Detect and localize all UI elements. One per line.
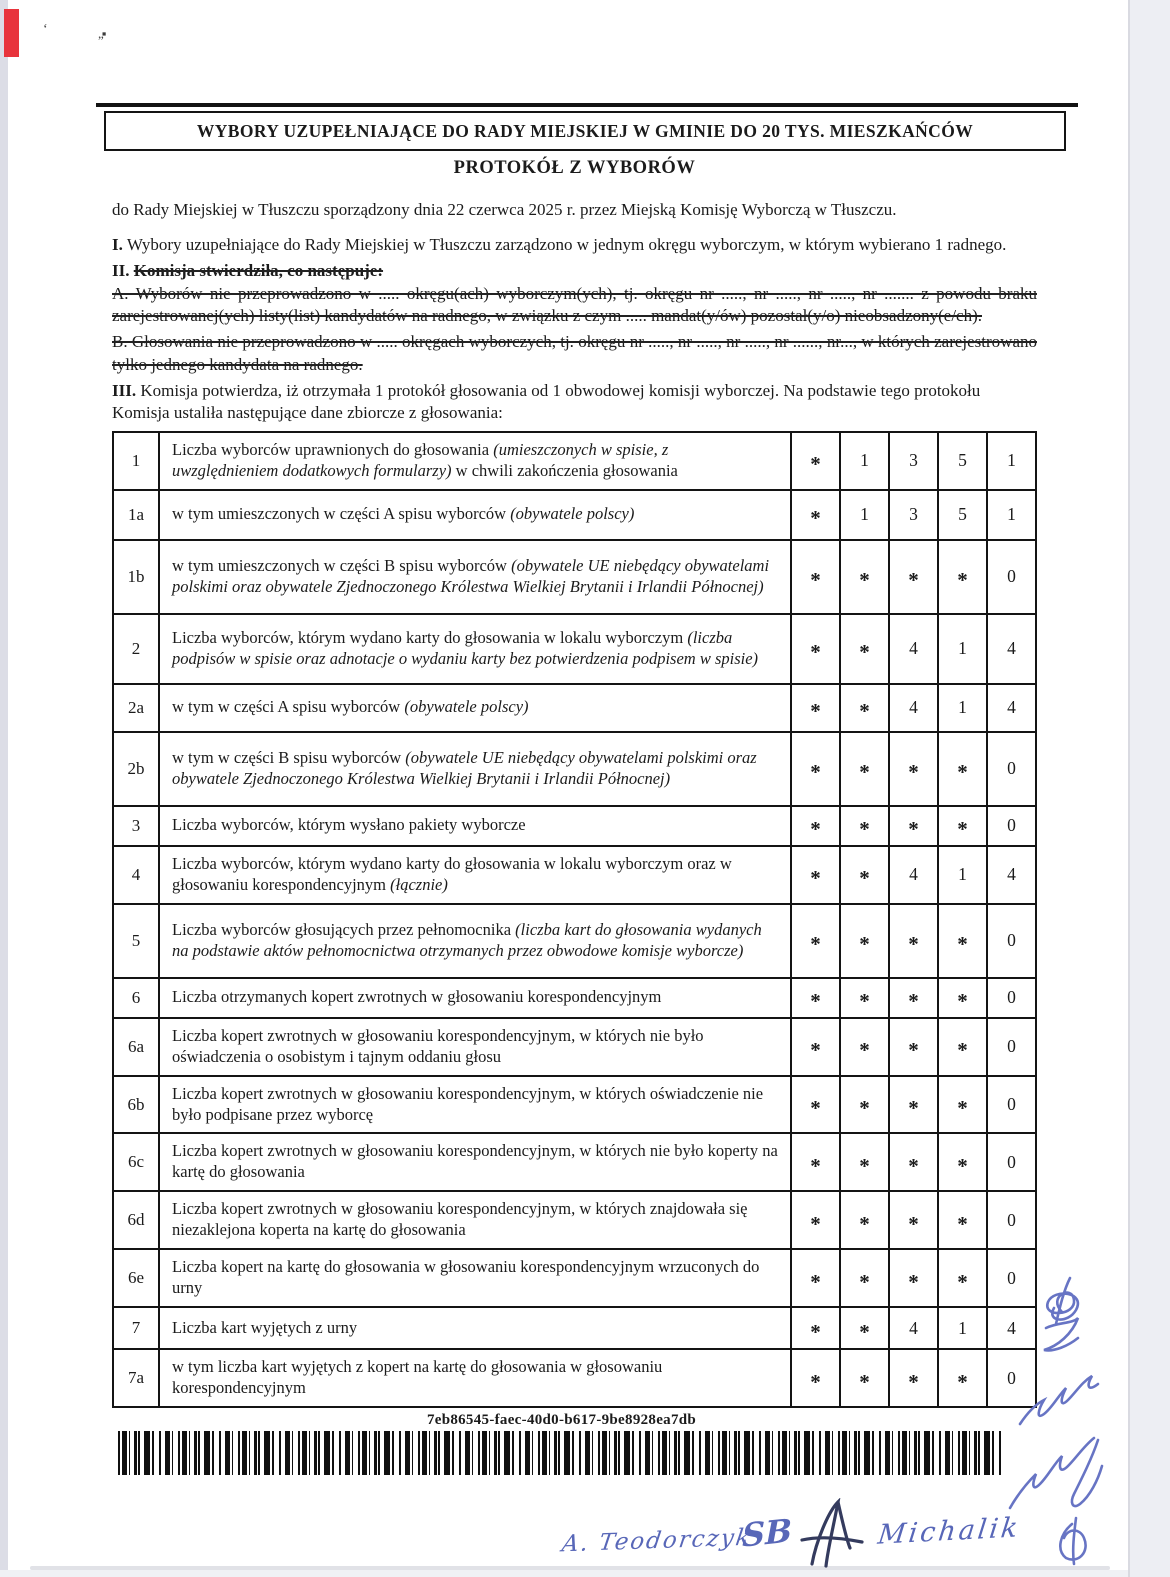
value-cell: * xyxy=(840,806,889,846)
row-description: Liczba kopert zwrotnych w głosowaniu korespondencyjnym, w których znajdowała się niezaklejona koperta na kartę do głosowania xyxy=(159,1191,791,1249)
barcode-caption: 7eb86545-faec-40d0-b617-9be8928ea7db xyxy=(426,1412,697,1429)
value-cell: * xyxy=(889,540,938,614)
value-cell: * xyxy=(791,978,840,1018)
value-cell: * xyxy=(840,1249,889,1307)
value-cell: * xyxy=(938,904,987,978)
document-title: PROTOKÓŁ Z WYBORÓW xyxy=(453,158,696,178)
handwritten-scribble-margin xyxy=(1002,1272,1142,1572)
scan-speck: „▪ xyxy=(98,26,105,41)
row-description: Liczba wyborców głosujących przez pełnomocnika (liczba kart do głosowania wydanych na podstawie aktów pełnomocnictwa otrzymanych przez obwodowe komisje wyborcze) xyxy=(159,904,791,978)
row-id: 7 xyxy=(113,1307,159,1349)
section-1-label: I. xyxy=(112,235,123,255)
section-2a-struck-text: A. Wyborów nie przeprowadzono w ..... okręgu(ach) wyborczym(ych), tj. okręgu nr ....., nr ....., nr ....., nr ....... z powodu braku zarejestrowanej(ych) listy(list) kandydatów na radnego, w związku z czym ..... mandat(y/ów) pozostał(y/o) nieobsadzony(e/ch). xyxy=(112,284,1037,326)
section-1-paragraph xyxy=(112,234,1037,256)
row-description: w tym liczba kart wyjętych z kopert na kartę do głosowania w głosowaniu korespondencyjnym xyxy=(159,1349,791,1407)
value-cell: 0 xyxy=(987,1018,1036,1076)
value-cell: * xyxy=(840,1191,889,1249)
value-cell: 1 xyxy=(938,684,987,732)
value-cell: * xyxy=(938,1133,987,1191)
value-cell: 0 xyxy=(987,978,1036,1018)
value-cell: * xyxy=(889,904,938,978)
value-cell: * xyxy=(791,1349,840,1407)
value-cell: * xyxy=(938,1349,987,1407)
value-cell: 4 xyxy=(889,684,938,732)
signature-2: SB xyxy=(742,1511,793,1555)
signature-3: Michalik xyxy=(876,1512,1023,1551)
table-row xyxy=(113,1307,1036,1349)
row-description: Liczba kart wyjętych z urny xyxy=(159,1307,791,1349)
value-cell: 5 xyxy=(938,432,987,490)
value-cell: 1 xyxy=(938,1307,987,1349)
section-2-label: II. xyxy=(112,261,130,281)
value-cell: 1 xyxy=(987,432,1036,490)
row-id: 1 xyxy=(113,432,159,490)
row-id: 4 xyxy=(113,846,159,904)
value-cell: * xyxy=(840,904,889,978)
value-cell: * xyxy=(791,732,840,806)
table-row xyxy=(113,540,1036,614)
red-corner-mark xyxy=(4,9,19,57)
scan-speck: ‘ xyxy=(43,22,48,37)
row-description: Liczba wyborców, którym wysłano pakiety wyborcze xyxy=(159,806,791,846)
table-row xyxy=(113,1076,1036,1134)
value-cell: * xyxy=(938,732,987,806)
row-description: w tym umieszczonych w części B spisu wyborców (obywatele UE niebędący obywatelami polskimi oraz obywatele Zjednoczonego Królestwa Wielkiej Brytanii i Irlandii Północnej) xyxy=(159,540,791,614)
value-cell: 1 xyxy=(987,490,1036,540)
value-cell: * xyxy=(938,540,987,614)
section-3-text: Komisja potwierdza, iż otrzymała 1 protokół głosowania od 1 obwodowej komisji wyborczej. Na podstawie tego protokołu Komisja ustaliła następujące dane zbiorcze z głosowania: xyxy=(112,380,981,422)
section-1-text: Wybory uzupełniające do Rady Miejskiej w Tłuszczu zarządzono w jednym okręgu wyborczym, w którym wybierano 1 radnego. xyxy=(122,235,1007,255)
value-cell: 0 xyxy=(987,732,1036,806)
value-cell: * xyxy=(938,1076,987,1134)
section-2-struck-text: Komisja stwierdziła, co następuje: xyxy=(133,261,384,281)
table-row xyxy=(113,904,1036,978)
intro-paragraph: do Rady Miejskiej w Tłuszczu sporządzony dnia 22 czerwca 2025 r. przez Miejską Komisję Wyborczą w Tłuszczu. xyxy=(112,200,897,219)
barcode xyxy=(118,1431,1005,1475)
value-cell: * xyxy=(889,1076,938,1134)
row-description: Liczba wyborców, którym wydano karty do głosowania w lokalu wyborczym (liczba podpisów w spisie oraz adnotacje o wydaniu karty bez potwierdzenia podpisem w spisie) xyxy=(159,614,791,684)
signature-1: A. Teodorczyk xyxy=(560,1524,754,1558)
value-cell: 1 xyxy=(840,432,889,490)
value-cell: * xyxy=(889,978,938,1018)
election-banner-box xyxy=(104,111,1066,151)
results-table xyxy=(112,431,1037,1408)
section-2b-paragraph xyxy=(112,331,1037,375)
row-description: w tym w części B spisu wyborców (obywatele UE niebędący obywatelami polskimi oraz obywatele Zjednoczonego Królestwa Wielkiej Brytanii i Irlandii Północnej) xyxy=(159,732,791,806)
value-cell: * xyxy=(840,540,889,614)
value-cell: * xyxy=(938,806,987,846)
row-description: Liczba kopert zwrotnych w głosowaniu korespondencyjnym, w których oświadczenie nie było podpisane przez wyborcę xyxy=(159,1076,791,1134)
value-cell: * xyxy=(889,1018,938,1076)
value-cell: 1 xyxy=(938,846,987,904)
value-cell: * xyxy=(791,806,840,846)
barcode-block xyxy=(118,1412,1005,1475)
value-cell: * xyxy=(840,1307,889,1349)
table-row xyxy=(113,432,1036,490)
table-row xyxy=(113,1349,1036,1407)
value-cell: * xyxy=(840,1018,889,1076)
section-3-paragraph xyxy=(112,380,1037,424)
section-2b-struck-text: B. Głosowania nie przeprowadzono w ..... okręgach wyborczych, tj. okręgu nr ....., nr ....., nr ....., nr ......, nr..., w których zarejestrowano tylko jednego kandydata na radnego. xyxy=(112,332,1037,374)
value-cell: 4 xyxy=(987,614,1036,684)
value-cell: * xyxy=(938,978,987,1018)
value-cell: 4 xyxy=(889,1307,938,1349)
value-cell: * xyxy=(889,732,938,806)
value-cell: * xyxy=(840,1349,889,1407)
value-cell: * xyxy=(889,806,938,846)
value-cell: * xyxy=(889,1349,938,1407)
row-description: Liczba kopert na kartę do głosowania w głosowaniu korespondencyjnym wrzuconych do urny xyxy=(159,1249,791,1307)
value-cell: 4 xyxy=(987,846,1036,904)
value-cell: * xyxy=(840,732,889,806)
value-cell: 4 xyxy=(889,846,938,904)
value-cell: * xyxy=(840,614,889,684)
row-id: 6b xyxy=(113,1076,159,1134)
row-description: Liczba wyborców, którym wydano karty do głosowania w lokalu wyborczym oraz w głosowaniu korespondencyjnym (łącznie) xyxy=(159,846,791,904)
row-description: Liczba kopert zwrotnych w głosowaniu korespondencyjnym, w których nie było koperty na kartę do głosowania xyxy=(159,1133,791,1191)
value-cell: 3 xyxy=(889,490,938,540)
table-row xyxy=(113,490,1036,540)
value-cell: 0 xyxy=(987,1349,1036,1407)
value-cell: 4 xyxy=(987,1307,1036,1349)
row-description: Liczba wyborców uprawnionych do głosowania (umieszczonych w spisie, z uwzględnieniem dodatkowych formularzy) w chwili zakończenia głosowania xyxy=(159,432,791,490)
table-row xyxy=(113,1191,1036,1249)
row-id: 2a xyxy=(113,684,159,732)
row-id: 3 xyxy=(113,806,159,846)
value-cell: * xyxy=(791,1249,840,1307)
value-cell: * xyxy=(938,1249,987,1307)
table-row xyxy=(113,1018,1036,1076)
section-3-label: III. xyxy=(112,380,137,400)
row-description: w tym w części A spisu wyborców (obywatele polscy) xyxy=(159,684,791,732)
value-cell: * xyxy=(840,1133,889,1191)
value-cell: 5 xyxy=(938,490,987,540)
row-id: 6a xyxy=(113,1018,159,1076)
value-cell: 0 xyxy=(987,1133,1036,1191)
table-row xyxy=(113,684,1036,732)
value-cell: * xyxy=(791,432,840,490)
row-description: Liczba otrzymanych kopert zwrotnych w głosowaniu korespondencyjnym xyxy=(159,978,791,1018)
row-id: 1b xyxy=(113,540,159,614)
value-cell: 0 xyxy=(987,1076,1036,1134)
value-cell: 4 xyxy=(889,614,938,684)
section-2-heading xyxy=(112,260,1037,282)
value-cell: * xyxy=(889,1133,938,1191)
table-row xyxy=(113,1249,1036,1307)
row-id: 6c xyxy=(113,1133,159,1191)
value-cell: * xyxy=(840,978,889,1018)
value-cell: * xyxy=(889,1249,938,1307)
value-cell: 0 xyxy=(987,540,1036,614)
row-id: 7a xyxy=(113,1349,159,1407)
value-cell: * xyxy=(791,904,840,978)
value-cell: * xyxy=(791,540,840,614)
value-cell: * xyxy=(791,846,840,904)
table-row xyxy=(113,732,1036,806)
value-cell: 0 xyxy=(987,904,1036,978)
table-row xyxy=(113,846,1036,904)
table-row xyxy=(113,614,1036,684)
row-id: 6e xyxy=(113,1249,159,1307)
value-cell: * xyxy=(791,490,840,540)
row-id: 2b xyxy=(113,732,159,806)
value-cell: * xyxy=(840,684,889,732)
handwritten-scribble-signature xyxy=(798,1498,868,1570)
value-cell: * xyxy=(791,1191,840,1249)
value-cell: * xyxy=(791,1076,840,1134)
election-banner-title: WYBORY UZUPEŁNIAJĄCE DO RADY MIEJSKIEJ W GMINIE DO 20 TYS. MIESZKAŃCÓW xyxy=(196,120,974,141)
row-description: w tym umieszczonych w części A spisu wyborców (obywatele polscy) xyxy=(159,490,791,540)
value-cell: 0 xyxy=(987,1249,1036,1307)
table-row xyxy=(113,978,1036,1018)
scan-edge-left xyxy=(0,0,8,1577)
table-row xyxy=(113,1133,1036,1191)
value-cell: * xyxy=(791,1018,840,1076)
row-id: 6d xyxy=(113,1191,159,1249)
value-cell: * xyxy=(791,684,840,732)
table-row xyxy=(113,806,1036,846)
value-cell: * xyxy=(840,1076,889,1134)
value-cell: * xyxy=(791,614,840,684)
row-description: Liczba kopert zwrotnych w głosowaniu korespondencyjnym, w których nie było oświadczenia o osobistym i tajnym oddaniu głosu xyxy=(159,1018,791,1076)
value-cell: * xyxy=(791,1307,840,1349)
value-cell: 1 xyxy=(938,614,987,684)
header-top-rule xyxy=(96,103,1078,107)
scan-edge-bottom xyxy=(0,1570,1128,1577)
value-cell: * xyxy=(889,1191,938,1249)
value-cell: * xyxy=(938,1191,987,1249)
value-cell: 0 xyxy=(987,1191,1036,1249)
value-cell: * xyxy=(791,1133,840,1191)
row-id: 2 xyxy=(113,614,159,684)
value-cell: 4 xyxy=(987,684,1036,732)
value-cell: * xyxy=(840,846,889,904)
row-id: 5 xyxy=(113,904,159,978)
results-table-body xyxy=(113,432,1036,1407)
value-cell: 0 xyxy=(987,806,1036,846)
section-2a-paragraph xyxy=(112,283,1037,327)
value-cell: 1 xyxy=(840,490,889,540)
value-cell: 3 xyxy=(889,432,938,490)
value-cell: * xyxy=(938,1018,987,1076)
document-body xyxy=(112,158,1037,1475)
row-id: 1a xyxy=(113,490,159,540)
row-id: 6 xyxy=(113,978,159,1018)
